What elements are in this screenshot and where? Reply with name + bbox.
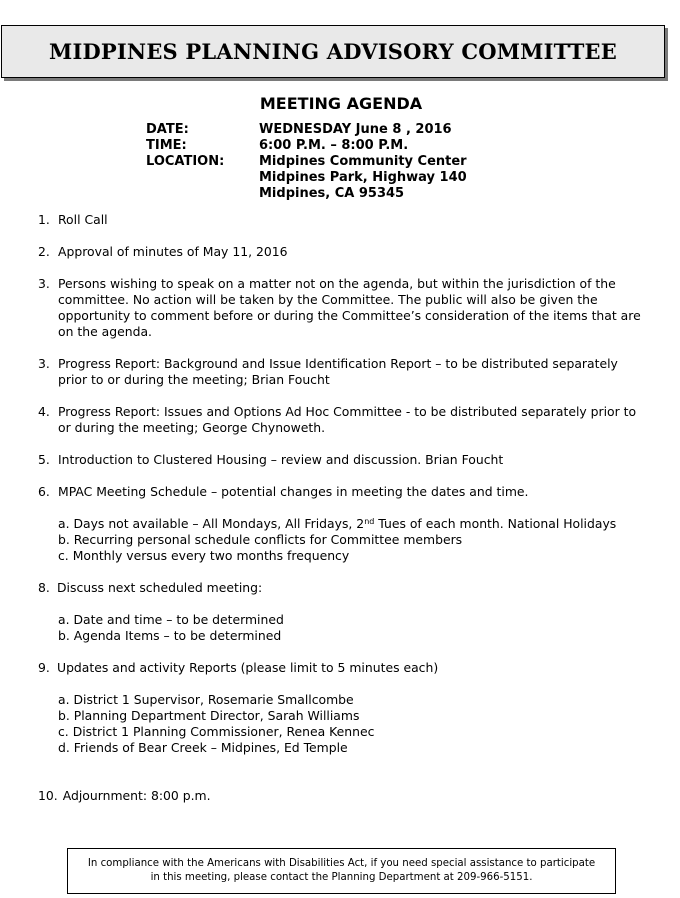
item-number: 3.: [38, 356, 50, 371]
sub-item-frequency: c. Monthly versus every two months frequency: [58, 548, 350, 563]
date-value: WEDNESDAY June 8 , 2016: [259, 122, 452, 137]
item-number: 10.: [38, 788, 58, 803]
date-label: DATE:: [146, 122, 189, 137]
sub-text: Tues of each month. National Holidays: [374, 516, 617, 531]
agenda-item-roll-call: [38, 212, 648, 228]
location-label: LOCATION:: [146, 154, 225, 169]
agenda-item-progress-report-issues: [38, 404, 648, 436]
agenda-item-progress-report-background: [38, 356, 648, 388]
item-number: 2.: [38, 244, 50, 259]
meeting-details: [146, 122, 467, 202]
time-value: 6:00 P.M. – 8:00 P.M.: [259, 138, 409, 153]
sub-item-planning-director: b. Planning Department Director, Sarah Williams: [58, 708, 360, 723]
item-text: Introduction to Clustered Housing – review and discussion. Brian Foucht: [58, 452, 504, 467]
item-text: MPAC Meeting Schedule – potential changes in meeting the dates and time.: [58, 484, 529, 499]
agenda-item-approval-minutes: [38, 244, 648, 260]
location-line: Midpines, CA 95345: [259, 186, 405, 201]
location-row: [146, 154, 467, 202]
sub-item-date-time: a. Date and time – to be determined: [58, 612, 284, 627]
item-number: 5.: [38, 452, 50, 467]
location-line: Midpines Park, Highway 140: [259, 170, 467, 185]
item-number: 8.: [38, 580, 50, 595]
item-text: Progress Report: Issues and Options Ad Hoc Committee - to be distributed separately prior to or during the meeting; George Chynoweth.: [58, 404, 637, 435]
ada-notice: [67, 848, 616, 894]
item-number: 6.: [38, 484, 50, 499]
item-number: 9.: [38, 660, 50, 675]
agenda-item-public-comment: [38, 276, 648, 340]
agenda-item-meeting-schedule: [38, 484, 648, 500]
sub-item-schedule-conflicts: b. Recurring personal schedule conflicts for Committee members: [58, 532, 463, 547]
sub-item-friends-bear-creek: d. Friends of Bear Creek – Midpines, Ed Temple: [58, 740, 348, 755]
item-text: Progress Report: Background and Issue Identification Report – to be distributed separately prior to or during the meeting; Brian Foucht: [58, 356, 618, 387]
agenda-item-adjournment: [38, 788, 648, 804]
sup-text: nd: [364, 517, 375, 526]
item-text: Discuss next scheduled meeting:: [57, 580, 263, 595]
ada-notice-text: In compliance with the Americans with Disabilities Act, if you need special assistance to participate in this meeting, please contact the Planning Department at 209-966-5151.: [87, 858, 596, 883]
date-row: [146, 122, 467, 138]
location-line: Midpines Community Center: [259, 154, 467, 169]
committee-title: MIDPINES PLANNING ADVISORY COMMITTEE: [49, 39, 617, 64]
agenda-heading: [0, 94, 680, 113]
item-number: 4.: [38, 404, 50, 419]
sub-item-supervisor: a. District 1 Supervisor, Rosemarie Smallcombe: [58, 692, 354, 707]
time-label: TIME:: [146, 138, 187, 153]
sub-item-days-not-available: [38, 516, 648, 532]
location-value: [259, 154, 467, 202]
item-text: Persons wishing to speak on a matter not on the agenda, but within the jurisdiction of the committee. No action will be taken by the Committee. The public will also be given the opportunity to comment before or during the Committee’s consideration of the items that are on the agenda.: [58, 276, 641, 339]
item-number: 3.: [38, 276, 50, 291]
agenda-heading-text: MEETING AGENDA: [259, 94, 423, 113]
sub-item-agenda-items: b. Agenda Items – to be determined: [58, 628, 282, 643]
agenda-item-next-meeting: [38, 580, 648, 596]
time-row: [146, 138, 467, 154]
item-text: Approval of minutes of May 11, 2016: [58, 244, 288, 259]
title-banner: [1, 25, 665, 78]
sub-item-planning-commissioner: c. District 1 Planning Commissioner, Renea Kennec: [58, 724, 375, 739]
agenda-items: [38, 212, 648, 804]
item-text: Roll Call: [58, 212, 108, 227]
item-number: 1.: [38, 212, 50, 227]
item-text: Adjournment: 8:00 p.m.: [62, 788, 211, 803]
agenda-item-updates-reports: [38, 660, 648, 676]
item-text: Updates and activity Reports (please limit to 5 minutes each): [57, 660, 439, 675]
agenda-item-clustered-housing: [38, 452, 648, 468]
sub-text: a. Days not available – All Mondays, All Fridays, 2: [58, 516, 365, 531]
